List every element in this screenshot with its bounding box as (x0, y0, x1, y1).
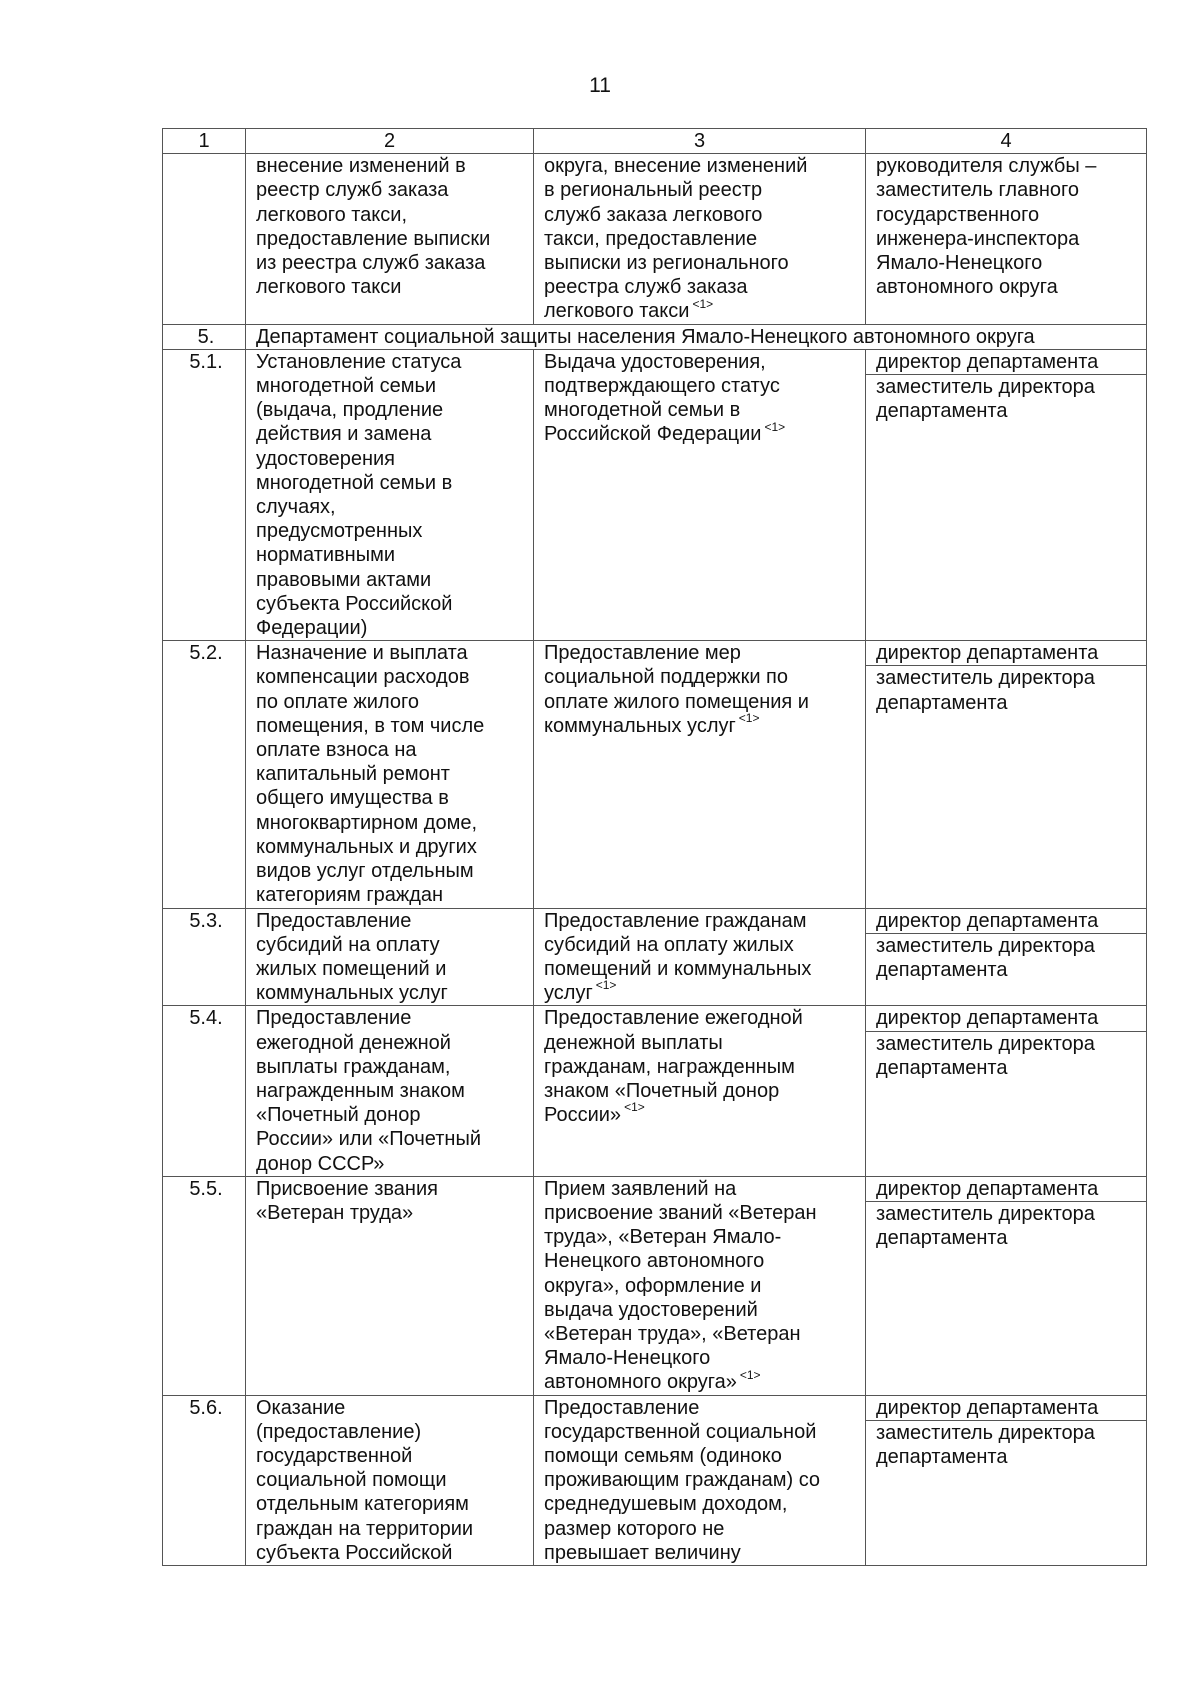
service-description (534, 1006, 866, 1176)
service-description (534, 349, 866, 640)
responsible-officials (866, 1176, 1147, 1395)
service-description-text: Выдача удостоверения, подтверждающего статус многодетной семьи в Российской Федерации (544, 350, 780, 446)
row-number: 5.6. (163, 1395, 246, 1565)
footnote-marker: <1> (738, 711, 760, 726)
continuation-responsible-text: руководителя службы – заместитель главного государственного инженера-инспектора Ямало-Ненецкого автономного округа (876, 155, 1097, 299)
footnote-marker: <1> (595, 978, 617, 993)
service-description (534, 641, 866, 908)
header-col-3: 3 (534, 129, 866, 154)
responsible-director: директор департамента (866, 350, 1146, 375)
header-col-1: 1 (163, 129, 246, 154)
service-description-text: Предоставление мер социальной поддержки по оплате жилого помещения и коммунальных услуг (544, 642, 809, 737)
responsible-director: директор департамента (866, 909, 1146, 934)
responsible-deputy: заместитель директора департамента (876, 376, 1095, 423)
continuation-description (534, 154, 866, 324)
responsible-deputy: заместитель директора департамента (876, 934, 1095, 981)
table-row (163, 349, 1147, 640)
continuation-responsible (866, 154, 1147, 324)
continuation-service: внесение изменений в реестр служб заказа легкового такси, предоставление выписки из реестра служб заказа легкового такси (246, 154, 534, 324)
department-name: Департамент социальной защиты населения Ямало-Ненецкого автономного округа (246, 324, 1147, 349)
responsible-director: директор департамента (866, 1006, 1146, 1031)
service-name: Установление статуса многодетной семьи (выдача, продление действия и замена удостоверения многодетной семьи в случаях, предусмотренных нормативными правовыми актами субъекта Российской Федерации) (246, 349, 534, 640)
responsible-deputy: заместитель директора департамента (876, 1032, 1095, 1079)
service-description-text: Предоставление гражданам субсидий на оплату жилых помещений и коммунальных услуг (544, 909, 812, 1005)
table-row (163, 1006, 1147, 1176)
continuation-row (163, 154, 1147, 324)
table-row (163, 641, 1147, 908)
responsible-director: директор департамента (866, 641, 1146, 666)
service-name: Оказание (предоставление) государственной социальной помощи отдельным категориям граждан на территории субъекта Российской (246, 1395, 534, 1565)
responsible-officials (866, 1006, 1147, 1176)
service-name: Назначение и выплата компенсации расходов по оплате жилого помещения, в том числе оплате взноса на капитальный ремонт общего имущества в многоквартирном доме, коммунальных и других видов услуг отдельным категориям граждан (246, 641, 534, 908)
service-description-text: Предоставление ежегодной денежной выплаты гражданам, награжденным знаком «Почетный донор России» (544, 1007, 803, 1127)
department-row (163, 324, 1147, 349)
table-row (163, 908, 1147, 1006)
row-number: 5.5. (163, 1176, 246, 1395)
service-rows (163, 349, 1147, 1565)
responsible-deputy: заместитель директора департамента (876, 1421, 1095, 1468)
footnote-marker: <1> (764, 419, 786, 434)
service-name: Предоставление субсидий на оплату жилых помещений и коммунальных услуг (246, 908, 534, 1006)
row-number: 5.1. (163, 349, 246, 640)
continuation-num (163, 154, 246, 324)
service-description (534, 1176, 866, 1395)
table-row (163, 1395, 1147, 1565)
row-number: 5.2. (163, 641, 246, 908)
page-number: 11 (589, 74, 611, 97)
responsible-officials (866, 641, 1147, 908)
header-col-4: 4 (866, 129, 1147, 154)
footnote-marker: <1> (739, 1367, 761, 1382)
table-header-row (163, 129, 1147, 154)
service-description-text: Предоставление государственной социальной помощи семьям (одиноко проживающим гражданам) со среднедушевым доходом, размер которого не превышает величину (544, 1396, 821, 1564)
responsible-deputy: заместитель директора департамента (876, 667, 1095, 714)
services-table (162, 128, 1147, 1566)
table-row (163, 1176, 1147, 1395)
service-name: Присвоение звания «Ветеран труда» (246, 1176, 534, 1395)
department-num: 5. (163, 324, 246, 349)
header-col-2: 2 (246, 129, 534, 154)
continuation-description-text: округа, внесение изменений в региональный реестр служб заказа легкового такси, предоставление выписки из регионального реестра служб заказа легкового такси (544, 155, 808, 323)
row-number: 5.3. (163, 908, 246, 1006)
responsible-director: директор департамента (866, 1396, 1146, 1421)
row-number: 5.4. (163, 1006, 246, 1176)
service-description (534, 1395, 866, 1565)
responsible-deputy: заместитель директора департамента (876, 1202, 1095, 1250)
responsible-director: директор департамента (866, 1177, 1146, 1202)
responsible-officials (866, 349, 1147, 640)
responsible-officials (866, 1395, 1147, 1565)
service-description (534, 908, 866, 1006)
service-name: Предоставление ежегодной денежной выплаты гражданам, награжденным знаком «Почетный донор России» или «Почетный донор СССР» (246, 1006, 534, 1176)
footnote-marker: <1> (692, 296, 714, 311)
responsible-officials (866, 908, 1147, 1006)
footnote-marker: <1> (624, 1100, 645, 1115)
service-description-text: Прием заявлений на присвоение званий «Ветеран труда», «Ветеран Ямало- Ненецкого автономного округа», оформление и выдача удостоверений «Ветеран труда», «Ветеран Ямало-Ненецкого автономного округа» (544, 1177, 817, 1394)
